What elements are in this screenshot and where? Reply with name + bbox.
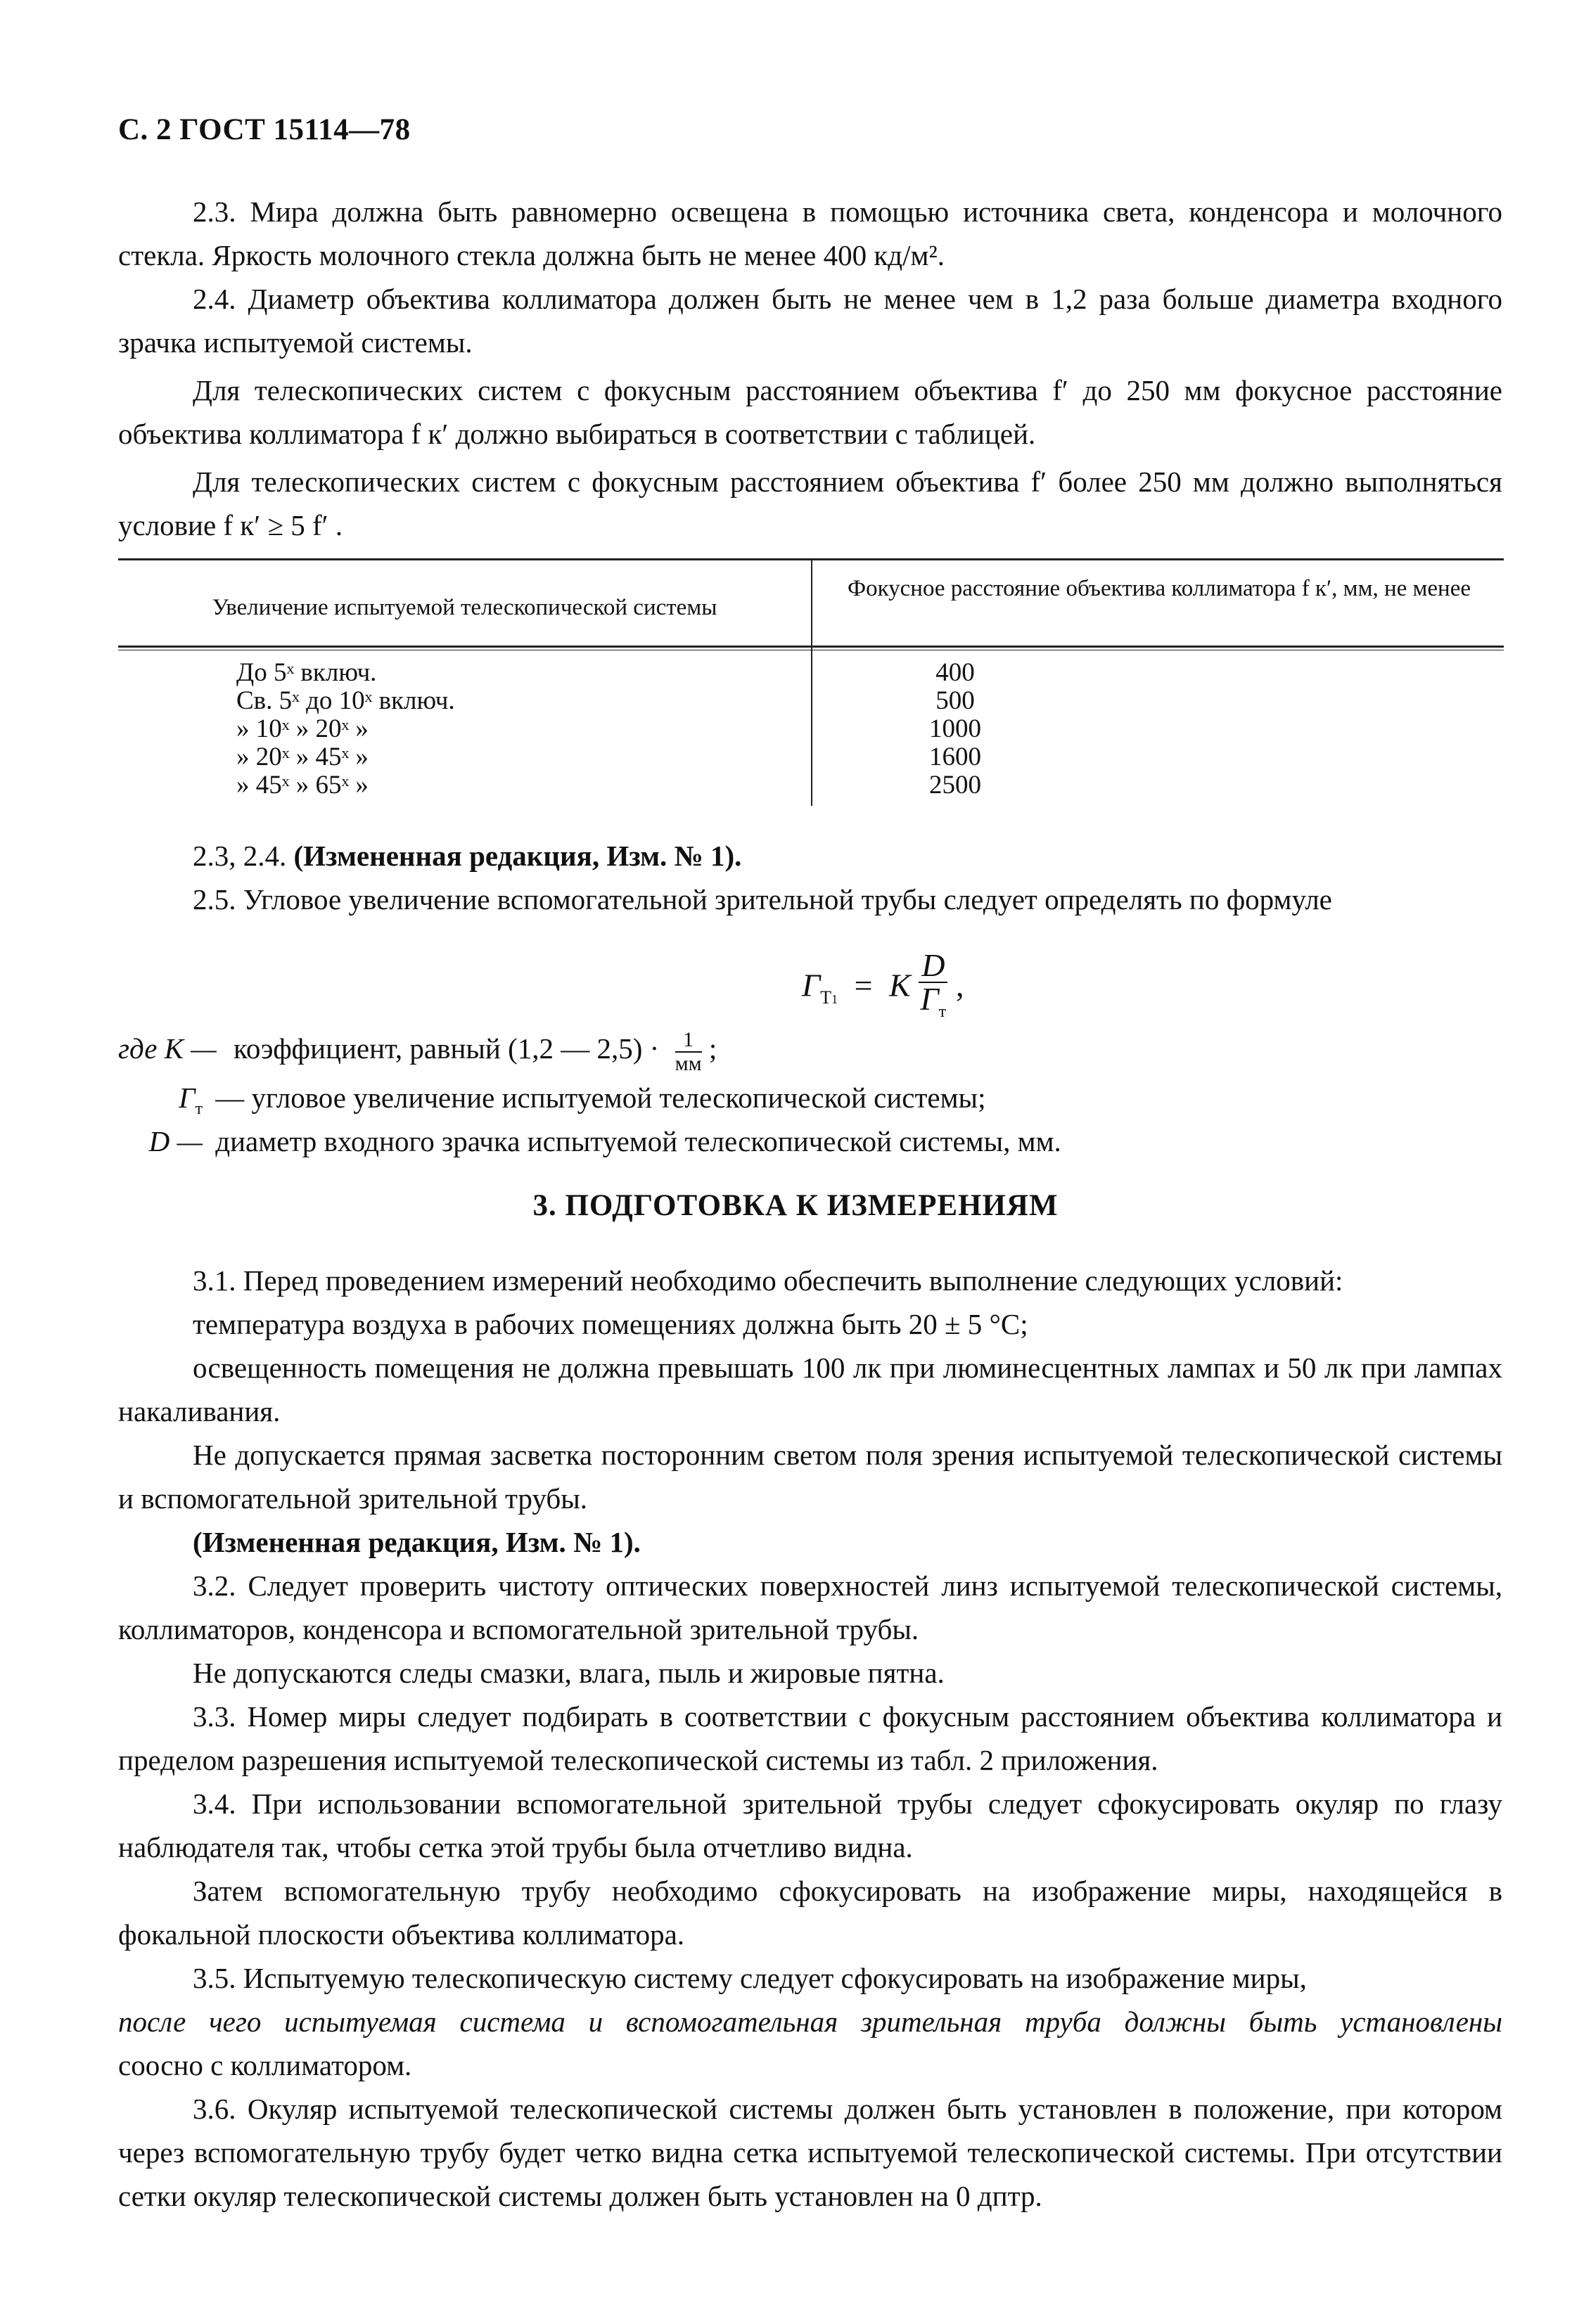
paragraph-3-2: 3.2. Следует проверить чистоту оптических поверхностей линз испытуемой телескопической системы, коллиматоров, конденсора и вспомогательной зрительной трубы. <box>118 1569 1502 1645</box>
formula-fraction <box>919 949 947 1028</box>
formula-den-sub: т <box>938 1003 947 1022</box>
formula-k: K <box>889 967 911 1003</box>
table-cell-magnification: » 20ˣ » 45ˣ » <box>236 743 369 771</box>
paragraph-3-5-line-1: 3.5. Испытуемую телескопическую систему следует сфокусировать на изображение миры, <box>193 1962 1307 1994</box>
table-cell-focal-length: 400 <box>935 658 975 687</box>
paragraph-2-4-b: Для телескопических систем с фокусным расстоянием объектива f′ до 250 мм фокусное расстояние объектива коллиматора f к′ должно выбираться в соответствии с таблицей. <box>118 374 1502 450</box>
table-cell-magnification: Св. 5ˣ до 10ˣ включ. <box>236 686 455 715</box>
table-cell-magnification: » 10ˣ » 20ˣ » <box>236 714 369 743</box>
paragraph-3-4-a: Затем вспомогательную трубу необходимо сфокусировать на изображение миры, находящейся в фокальной плоскости объектива коллиматора. <box>118 1875 1502 1951</box>
table-cell-magnification: До 5ˣ включ. <box>236 658 377 687</box>
paragraph-3-6: 3.6. Окуляр испытуемой телескопической системы должен быть установлен в положение, при котором через вспомогательную трубу будет четко видна сетка испытуемой телескопической системы. При отсутствии сетки окуляр телескопической системы должен быть установлен на 0 дптр. <box>118 2093 1502 2212</box>
amendment-note-2-3-2-4 <box>118 834 1502 878</box>
definition-k-tail: ; <box>708 1032 717 1065</box>
formula-den-symbol: Г <box>920 981 939 1017</box>
paragraph-3-1-b: освещенность помещения не должна превышать 100 лк при люминесцентных лампах и 50 лк при лампах накаливания. <box>118 1352 1502 1427</box>
formula-denominator <box>919 983 947 1028</box>
paragraph-3-1-c: Не допускается прямая засветка посторонним светом поля зрения испытуемой телескопической системы и вспомогательной зрительной трубы. <box>118 1439 1502 1515</box>
table-header-focal-length: Фокусное расстояние объектива коллиматора f к′, мм, не менее <box>848 576 1471 601</box>
page-header: С. 2 ГОСТ 15114—78 <box>118 113 411 146</box>
table-rows-left <box>236 659 455 800</box>
definition-k-num: 1 <box>675 1029 702 1053</box>
definition-gt <box>118 1076 1502 1119</box>
paragraph-2-5-block <box>118 834 1502 921</box>
formula-lhs-sub: Т <box>820 987 832 1008</box>
amendment-note-3-1 <box>118 1520 1502 1564</box>
definition-k-lead: где K — <box>118 1032 217 1065</box>
amendment-ref: 2.3, 2.4. <box>193 840 287 872</box>
collimator-table <box>118 558 1504 804</box>
formula-numerator: D <box>919 949 947 983</box>
definition-k <box>118 1027 1502 1075</box>
amendment-bold: (Измененная редакция, Изм. № 1). <box>293 840 742 872</box>
definition-k-den: мм <box>675 1051 702 1075</box>
paragraph-2-4: 2.4. Диаметр объектива коллиматора должен быть не менее чем в 1,2 раза больше диаметра входного зрачка испытуемой системы. <box>118 283 1502 359</box>
paragraph-3-5-line-2: после чего испытуемая система и вспомогательная зрительная труба должны быть установлены <box>118 2005 1502 2038</box>
paragraph-3-1: 3.1. Перед проведением измерений необходимо обеспечить выполнение следующих условий: <box>193 1264 1343 1297</box>
definition-k-fraction <box>675 1029 702 1075</box>
definition-d <box>118 1119 1502 1163</box>
section-3-title: 3. ПОДГОТОВКА К ИЗМЕРЕНИЯМ <box>532 1189 1059 1222</box>
formula-equals: = <box>854 967 873 1003</box>
paragraph-3-3: 3.3. Номер миры следует подбирать в соответствии с фокусным расстоянием объектива коллиматора и пределом разрешения испытуемой телескопической системы из табл. 2 приложения. <box>118 1700 1502 1776</box>
formula-tail: , <box>955 967 964 1003</box>
amendment-note-3-1-bold: (Измененная редакция, Изм. № 1). <box>193 1526 641 1558</box>
formula-lhs-subsub: 1 <box>831 991 838 1006</box>
definition-d-lead: D — <box>148 1125 203 1157</box>
table-cell-magnification: » 45ˣ » 65ˣ » <box>236 771 369 800</box>
table-cell-focal-length: 1000 <box>929 714 981 743</box>
formula-lhs: Г <box>802 967 821 1003</box>
table-cell-focal-length: 2500 <box>929 771 981 800</box>
paragraph-2-3: 2.3. Мира должна быть равномерно освещена в помощью источника света, конденсора и молочного стекла. Яркость молочного стекла должна быть не менее 400 кд/м². <box>118 195 1502 271</box>
table-cell-focal-length: 1600 <box>929 743 981 771</box>
paragraph-3-5-line-3: соосно с коллиматором. <box>118 2049 412 2081</box>
definition-gt-text: — угловое увеличение испытуемой телескопической системы; <box>215 1081 986 1114</box>
definition-d-text: диаметр входного зрачка испытуемой телескопической системы, мм. <box>215 1125 1061 1157</box>
definition-gt-sub: т <box>195 1100 203 1119</box>
table-header-magnification: Увеличение испытуемой телескопической системы <box>212 595 717 620</box>
definition-gt-symbol: Г <box>179 1081 196 1114</box>
section-2-text <box>118 190 1502 547</box>
paragraph-2-5: 2.5. Угловое увеличение вспомогательной зрительной трубы следует определять по формуле <box>193 883 1332 916</box>
section-3-text <box>118 1259 1502 2218</box>
magnification-formula <box>802 949 964 1028</box>
table-cell-focal-length: 500 <box>935 686 975 715</box>
table-rows-right <box>811 659 1099 800</box>
definition-k-text: коэффициент, равный (1,2 — 2,5) · <box>234 1032 660 1065</box>
paragraph-3-4: 3.4. При использовании вспомогательной зрительной трубы следует сфокусировать окуляр по глазу наблюдателя так, чтобы сетка этой трубы была отчетливо видна. <box>118 1787 1502 1863</box>
paragraph-3-2-a: Не допускаются следы смазки, влага, пыль и жировые пятна. <box>193 1657 945 1689</box>
formula-definitions <box>118 1027 1502 1163</box>
paragraph-3-1-a: температура воздуха в рабочих помещениях должна быть 20 ± 5 °С; <box>193 1308 1028 1340</box>
paragraph-2-4-c: Для телескопических систем с фокусным расстоянием объектива f′ более 250 мм должно выполняться условие f к′ ≥ 5 f′ . <box>118 466 1502 541</box>
